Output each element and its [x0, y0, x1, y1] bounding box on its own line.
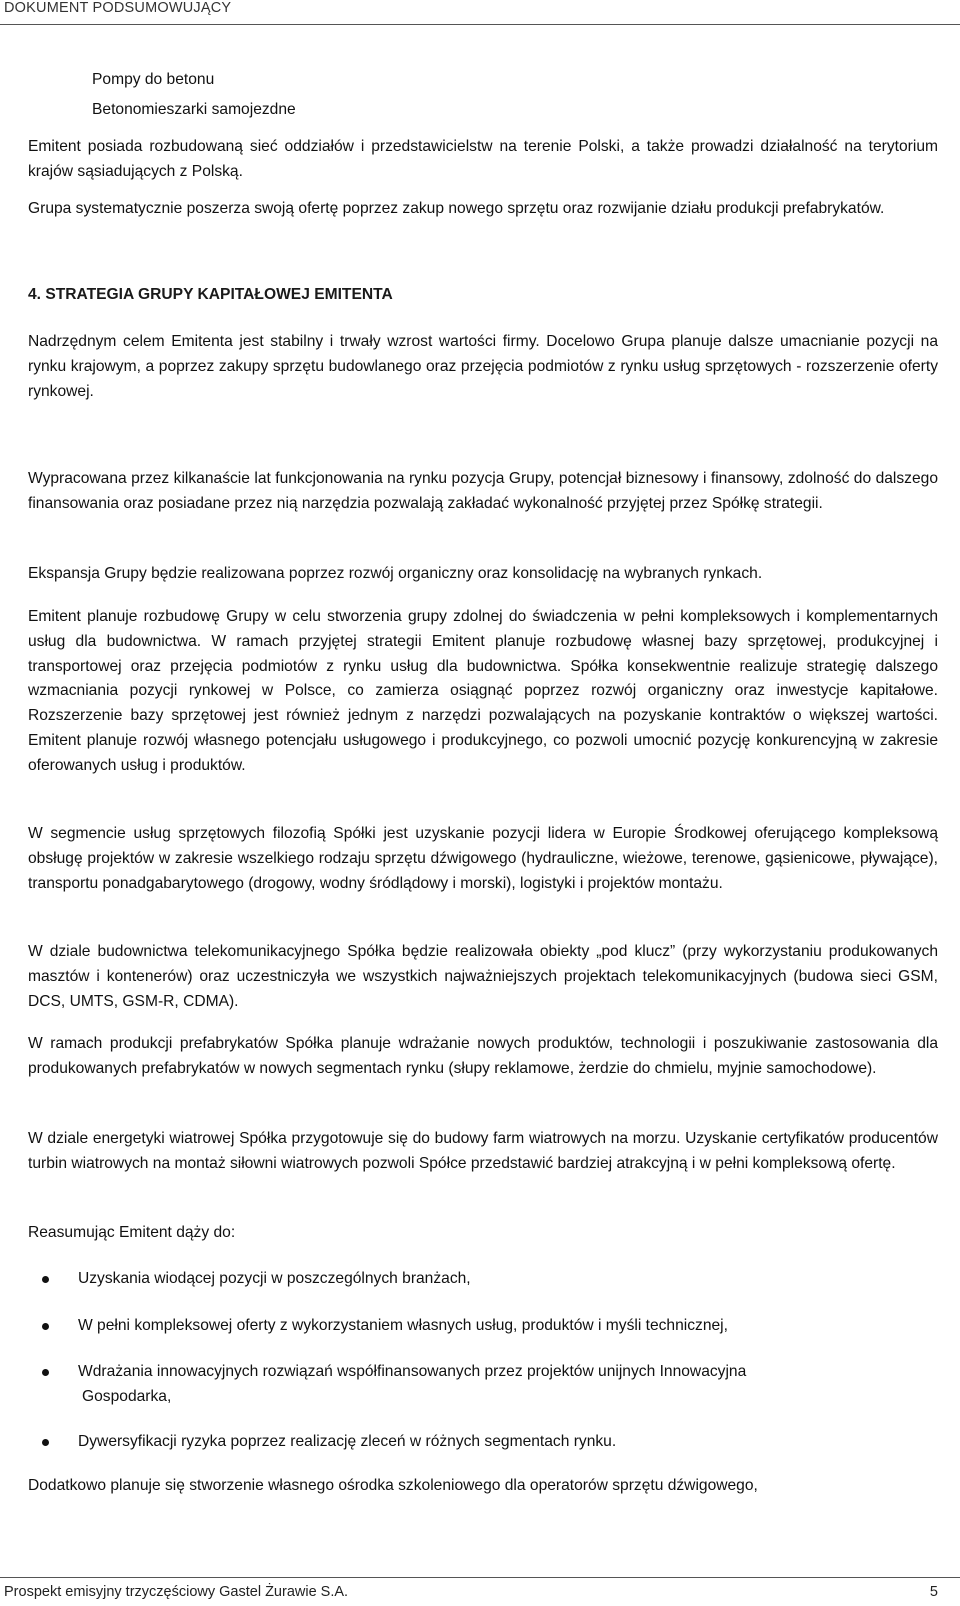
bullet-icon: [42, 1369, 49, 1376]
bullet-text: W pełni kompleksowej oferty z wykorzystaniem własnych usług, produktów i myśli technicznej,: [78, 1317, 728, 1334]
bullet-text: Wdrażania innowacyjnych rozwiązań współfinansowanych przez projektów unijnych Innowacyjna: [78, 1363, 747, 1380]
paragraph: Emitent planuje rozbudowę Grupy w celu stworzenia grupy zdolnej do świadczenia w pełni kompleksowych i komplementarnych usług dla budownictwa. W ramach przyjętej strategii Emitent planuje rozbudowę własnej bazy sprzętowej, produkcyjnej i transportowej oraz przejęcia podmiotów z rynku usług dla budownictwa. Spółka konsekwentnie realizuje strategię dalszego wzmacniania pozycji rynkowej w Polsce, co zamierza osiągnąć poprzez rozwój organiczny oraz inwestycje kapitałowe. Rozszerzenie bazy sprzętowej jest również jednym z narzędzi pozwalających na pozyskanie kontraktów o większej wartości. Emitent planuje rozwój własnego potencjału usługowego i produkcyjnego, co pozwoli umocnić pozycję konkurencyjną w zakresie oferowanych usług i produktów.: [28, 608, 938, 774]
page-number: 5: [929, 1584, 938, 1600]
paragraph: Nadrzędnym celem Emitenta jest stabilny i trwały wzrost wartości firmy. Docelowo Grupa planuje dalsze umacnianie pozycji na rynku krajowym, a poprzez zakupy sprzętu budowlanego oraz przejęcia podmiotów z rynku usług sprzętowych - rozszerzenie oferty rynkowej.: [28, 333, 938, 400]
bullet-text: Uzyskania wiodącej pozycji w poszczególnych branżach,: [78, 1270, 471, 1287]
list-item: Betonomieszarki samojezdne: [92, 101, 296, 118]
header-title: DOKUMENT PODSUMOWUJĄCY: [4, 0, 232, 16]
paragraph: Ekspansja Grupy będzie realizowana poprzez rozwój organiczny oraz konsolidację na wybranych rynkach.: [28, 565, 763, 582]
page-header: [0, 0, 960, 25]
bullet-icon: [42, 1323, 49, 1330]
bullet-icon: [42, 1276, 49, 1283]
paragraph: W segmencie usług sprzętowych filozofią Spółki jest uzyskanie pozycji lidera w Europie Środkowej oferującego kompleksową obsługę projektów w zakresie wszelkiego rodzaju sprzętu dźwigowego (hydrauliczne, wieżowe, terenowe, gąsienicowe, pływające), transportu ponadgabarytowego (drogowy, wodny śródlądowy i morski), logistyki i projektów montażu.: [28, 825, 938, 892]
paragraph: Reasumując Emitent dąży do:: [28, 1224, 236, 1241]
section-heading: 4. STRATEGIA GRUPY KAPITAŁOWEJ EMITENTA: [28, 286, 393, 303]
paragraph: Emitent posiada rozbudowaną sieć oddziałów i przedstawicielstw na terenie Polski, a także prowadzi działalność na terytorium krajów sąsiadujących z Polską.: [28, 138, 938, 180]
list-item: Pompy do betonu: [92, 71, 215, 88]
page-footer: [0, 1577, 960, 1606]
footer-title: Prospekt emisyjny trzyczęściowy Gastel Żurawie S.A.: [4, 1584, 349, 1600]
paragraph: W dziale energetyki wiatrowej Spółka przygotowuje się do budowy farm wiatrowych na morzu. Uzyskanie certyfikatów producentów turbin wiatrowych na montaż siłowni wiatrowych pozwoli Spółce przedstawić bardziej atrakcyjną i w pełni kompleksową ofertę.: [28, 1130, 938, 1172]
paragraph: W ramach produkcji prefabrykatów Spółka planuje wdrażanie nowych produktów, technologii i poszukiwanie zastosowania dla produkowanych prefabrykatów w nowych segmentach rynku (słupy reklamowe, żerdzie do chmielu, myjnie samochodowe).: [28, 1035, 938, 1077]
paragraph: Wypracowana przez kilkanaście lat funkcjonowania na rynku pozycja Grupy, potencjał biznesowy i finansowy, zdolność do dalszego finansowania oraz posiadane przez nią narzędzia pozwalają zakładać wykonalność przyjętej przez Spółkę strategii.: [28, 470, 938, 512]
bullet-icon: [42, 1439, 49, 1446]
bullet-text: Dywersyfikacji ryzyka poprzez realizację zleceń w różnych segmentach rynku.: [78, 1433, 617, 1450]
bullet-text-continued: Gospodarka,: [82, 1387, 172, 1405]
paragraph: Dodatkowo planuje się stworzenie własnego ośrodka szkoleniowego dla operatorów sprzętu dźwigowego,: [28, 1477, 758, 1494]
paragraph: W dziale budownictwa telekomunikacyjnego Spółka będzie realizowała obiekty „pod klucz” (przy wykorzystaniu produkowanych masztów i kontenerów) oraz uczestniczyła we wszystkich najważniejszych projektach telekomunikacyjnych (budowa sieci GSM, DCS, UMTS, GSM-R, CDMA).: [28, 943, 938, 1010]
paragraph: Grupa systematycznie poszerza swoją ofertę poprzez zakup nowego sprzętu oraz rozwijanie działu produkcji prefabrykatów.: [28, 200, 885, 217]
